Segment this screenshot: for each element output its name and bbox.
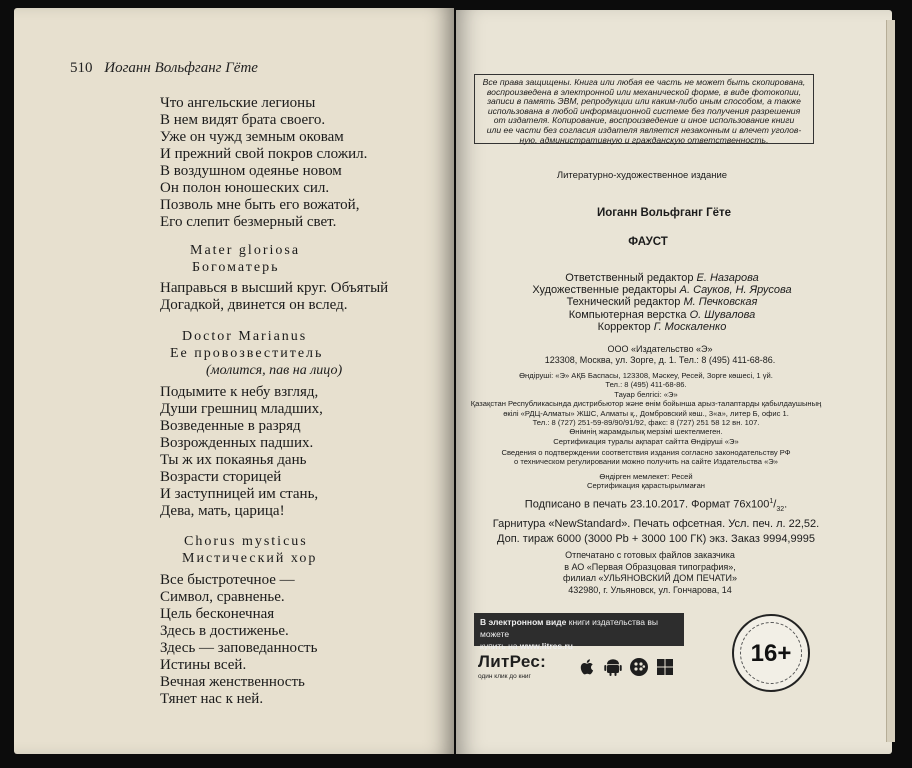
android-icon <box>602 656 624 678</box>
stage-direction: (молится, пав на лицо) <box>206 363 343 378</box>
rights-line: от издателя. Копирование, воспроизведение и иное использование книги <box>493 115 795 126</box>
banner-prefix: купить на <box>480 641 520 651</box>
page-number: 510 <box>70 60 93 76</box>
verse-line: Истины всей. <box>160 657 247 673</box>
verse-line: Возведенные в разряд <box>160 418 301 434</box>
run-line: Доп. тираж 6000 (3000 Pb + 3000 100 ГК) экз. Заказ 9994,9995 <box>497 532 815 545</box>
printer-line: Отпечатано с готовых файлов заказчика <box>565 550 735 560</box>
rights-notice <box>474 74 814 144</box>
stanza-1 <box>160 95 367 231</box>
speaker-latin: Chorus mysticus <box>184 534 308 549</box>
kz-block <box>470 371 822 446</box>
verse-line: Здесь — заповеданность <box>160 640 318 656</box>
speaker-russian: Мистический хор <box>182 551 318 566</box>
age-rating-badge <box>732 614 810 692</box>
stanza-4 <box>160 572 317 708</box>
verse-line: Догадкой, двинется он вслед. <box>160 297 348 313</box>
rights-line: или ее части без согласия издателя является незаконным и влечет уголов- <box>486 124 802 135</box>
verse-line: Уже он чужд земным оковам <box>160 129 344 145</box>
typeface-line: Гарнитура «NewStandard». Печать офсетная. Усл. печ. л. 22,52. <box>492 517 820 530</box>
rights-line: записи в память ЭВМ, репродукции или каким-либо иным способом, а также <box>487 96 801 107</box>
verse-line: Символ, сравненье. <box>160 589 285 605</box>
litres-logo <box>478 652 546 680</box>
print-info <box>480 494 832 547</box>
verse-line: Подымите к небу взгляд, <box>160 384 319 400</box>
litres-banner <box>474 613 684 651</box>
verse-line: Он полон юношеских сил. <box>160 180 330 196</box>
kz-line: Қазақстан Республикасында дистрибьютор және өнім бойынша арыз-талаптарды қабылдаушының <box>470 399 822 409</box>
editor-line: Ответственный редактор Е. Назарова <box>565 272 759 284</box>
verse-line: Здесь в достиженье. <box>160 623 289 639</box>
editor-line: Технический редактор М. Печковская <box>566 296 758 309</box>
verse-line: Направься в высший круг. Объятый <box>160 280 389 296</box>
editor-line: Корректор Г. Москаленко <box>597 320 727 333</box>
speaker-latin: Mater gloriosa <box>190 243 301 258</box>
verse-line: Души грешниц младших, <box>160 401 323 417</box>
cert-block <box>470 448 822 491</box>
running-head-author: Иоганн Вольфганг Гёте <box>104 60 258 76</box>
litres-name: ЛитРес: <box>478 652 547 671</box>
rights-line: воспроизведена в электронной или механической форме, в виде фотокопии, <box>486 86 802 97</box>
speaker-russian: Ее провозвеститель <box>170 346 324 361</box>
verse-line: Позволь мне быть его вожатой, <box>160 197 360 213</box>
cert-line: Өндірген мемлекет: Ресей <box>599 471 693 481</box>
rights-line: использована в любой информационной системе без получения разрешения <box>487 105 801 116</box>
book-author: Иоганн Вольфганг Гёте <box>596 207 732 219</box>
running-head <box>70 60 258 77</box>
speaker-latin: Doctor Marianus <box>182 329 308 344</box>
verse-line: Тянет нас к ней. <box>160 691 264 707</box>
blackberry-icon <box>628 656 650 678</box>
age-rating: 16+ <box>750 640 792 667</box>
signed-line: Подписано в печать 23.10.2017. Формат $76x100^1/_{32}$. <box>524 498 788 513</box>
verse-line: В нем видят брата своего. <box>160 112 326 128</box>
kz-line: Өндіруші: «Э» АҚБ Баспасы, 123308, Мәскеу, Ресей, Зорге көшесі, 1 үй. <box>519 371 773 380</box>
verse-line: Вечная женственность <box>160 674 305 690</box>
printer-block <box>474 550 826 596</box>
editor-line: Компьютерная верстка О. Шувалова <box>568 308 756 321</box>
cert-line: о техническом регулировании можно получить на сайте Издательства «Э» <box>514 457 778 467</box>
printer-line: в АО «Первая Образцовая типография», <box>564 561 736 572</box>
publisher-line: 123308, Москва, ул. Зорге, д. 1. Тел.: 8 (495) 411-68-86. <box>544 355 776 365</box>
kz-line: Сертификация туралы ақпарат сайтта Өндіруші «Э» <box>553 436 739 446</box>
banner-bold: В электронном виде <box>480 617 567 627</box>
verse-line: Его слепит безмерный свет. <box>160 214 337 230</box>
verse-line: В воздушном одеянье новом <box>160 163 342 179</box>
editors-block <box>486 272 838 333</box>
stanza-2 <box>160 280 388 314</box>
verse-line: Все быстротечное — <box>160 572 295 588</box>
kz-line: Тел.: 8 (727) 251-59-89/90/91/92, факс: 8 (727) 251 58 12 вн. 107. <box>532 418 760 428</box>
verse-line: Возрасти сторицей <box>160 469 282 485</box>
cert-line: Сведения о подтверждении соответствия издания согласно законодательству РФ <box>501 448 791 457</box>
publisher-block <box>484 344 836 366</box>
speaker-russian: Богоматерь <box>192 260 280 275</box>
verse-line: И прежний свой покров сложил. <box>160 146 368 162</box>
banner-url: www.litres.ru <box>519 641 573 651</box>
verse-line: Цель бесконечная <box>160 606 275 622</box>
verse-line: Ты ж их покаянья дань <box>160 452 307 468</box>
verse-line: И заступницей им стань, <box>160 486 319 502</box>
edition-type: Литературно-художественное издание <box>556 170 728 181</box>
printer-line: филиал «УЛЬЯНОВСКИЙ ДОМ ПЕЧАТИ» <box>562 573 738 583</box>
kz-line: Тел.: 8 (495) 411-68-86. <box>605 380 687 390</box>
publisher-line: ООО «Издательство «Э» <box>607 344 713 354</box>
verse-line: Возрожденных падших. <box>160 435 314 451</box>
page-edge <box>886 20 895 742</box>
verse-line: Дева, мать, царица! <box>160 503 285 519</box>
cert-line: Сертификация қарастырылмаған <box>587 481 705 491</box>
kz-line: өкілі «РДЦ-Алматы» ЖШС, Алматы қ., Домбровский көш., 3«а», литер Б, офис 1. <box>503 408 789 418</box>
verse-line: Что ангельские легионы <box>160 95 316 111</box>
kz-line: Өнімнің жарамдылық мерзімі шектелмеген. <box>569 427 723 437</box>
stanza-3 <box>160 384 323 520</box>
kz-line: Тауар белгісі: «Э» <box>614 389 678 399</box>
rights-line: ную, административную и гражданскую ответственность. <box>519 134 769 145</box>
printer-line: 432980, г. Ульяновск, ул. Гончарова, 14 <box>568 584 732 595</box>
editor-line: Художественные редакторы А. Сауков, Н. Ярусова <box>532 284 792 297</box>
apple-icon <box>576 656 598 678</box>
book-title: ФАУСТ <box>628 236 668 248</box>
banner-rest: книги издательства вы можете <box>480 617 658 639</box>
rights-line: Все права защищены. Книга или любая ее часть не может быть скопирована, <box>482 77 806 87</box>
windows-icon <box>654 656 676 678</box>
litres-tagline: один клик до книг <box>478 673 531 680</box>
